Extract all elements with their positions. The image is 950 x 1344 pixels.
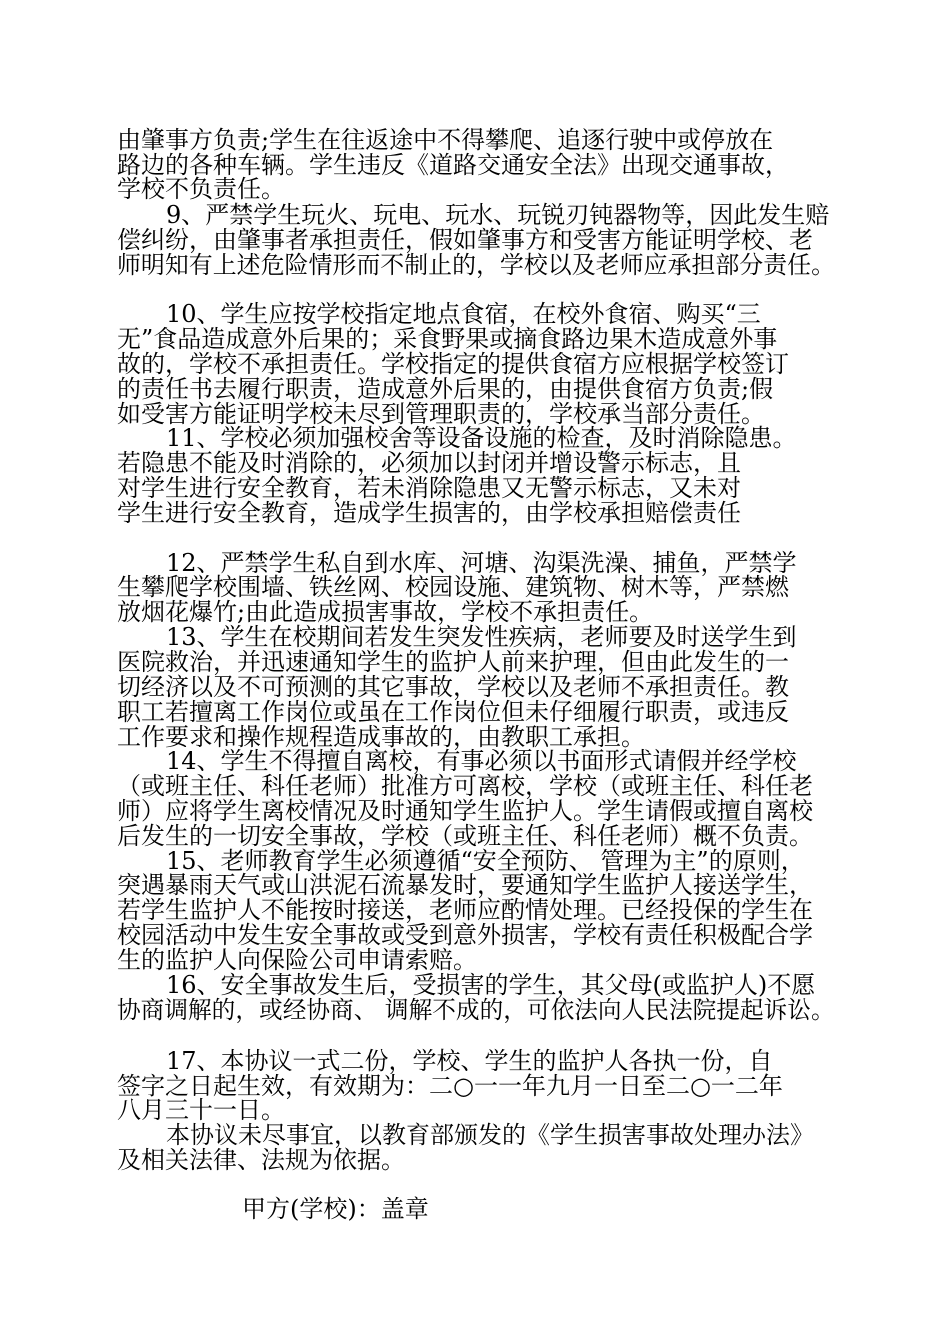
text-line-37: 八月三十一日。: [117, 1096, 285, 1125]
text-line-11: 如受害方能证明学校未尽到管理职责的，学校承当部分责任。: [117, 399, 765, 428]
text-line-1: 由肇事方负责;学生在往返途中不得攀爬、追逐行驶中或停放在: [117, 126, 774, 154]
text-line-10: 的责任书去履行职责，造成意外后果的，由提供食宿方负责;假: [117, 375, 774, 404]
text-line-15: 学生进行安全教育，造成学生损害的，由学校承担赔偿责任: [117, 498, 741, 527]
text-line-30: 若学生监护人不能按时接送，老师应酌情处理。已经投保的学生在: [117, 896, 813, 925]
text-line-22: 职工若擅离工作岗位或虽在工作岗位但未仔细履行职责，或违反: [117, 697, 789, 726]
text-line-27: 后发生的一切安全事故，学校（或班主任、科任老师）概不负责。: [117, 821, 813, 850]
text-line-39: 及相关法律、法规为依据。: [117, 1146, 405, 1175]
text-line-7: 10、学生应按学校指定地点食宿，在校外食宿、购买“三: [166, 300, 761, 329]
text-line-33: 16、安全事故发生后，受损害的学生，其父母(或监护人)不愿: [166, 971, 816, 1000]
text-line-16: 12、严禁学生私自到水库、河塘、沟渠洗澡、捕鱼，严禁学: [166, 548, 797, 577]
text-line-36: 签字之日起生效，有效期为：二○一一年九月一日至二○一二年: [117, 1071, 783, 1100]
text-line-24: 14、学生不得擅自离校，有事必须以书面形式请假并经学校: [166, 746, 797, 775]
text-line-31: 校园活动中发生安全事故或受到意外损害，学校有责任积极配合学: [117, 921, 813, 950]
text-line-2: 路边的各种车辆。学生违反《道路交通安全法》出现交通事故，: [117, 150, 789, 179]
text-line-5: 偿纠纷，由肇事者承担责任，假如肇事方和受害方能证明学校、老: [117, 225, 813, 254]
text-line-26: 师）应将学生离校情况及时通知学生监护人。学生请假或擅自离校: [117, 796, 813, 825]
text-line-13: 若隐患不能及时消除的，必须加以封闭并增设警示标志，且: [117, 448, 741, 477]
text-line-9: 故的，学校不承担责任。学校指定的提供食宿方应根据学校签订: [117, 350, 789, 379]
text-line-23: 工作要求和操作规程造成事故的，由教职工承担。: [117, 722, 645, 751]
text-line-25: （或班主任、科任老师）批准方可离校，学校（或班主任、科任老: [117, 771, 813, 800]
text-line-18: 放烟花爆竹;由此造成损害事故，学校不承担责任。: [117, 598, 654, 627]
text-line-35: 17、本协议一式二份，学校、学生的监护人各执一份，自: [166, 1046, 773, 1075]
signature-line: 甲方(学校)：盖章: [242, 1195, 429, 1224]
text-line-28: 15、老师教育学生必须遵循“安全预防、 管理为主”的原则，: [166, 846, 805, 875]
text-line-38: 本协议未尽事宜，以教育部颁发的《学生损害事故处理办法》: [166, 1121, 814, 1150]
text-line-32: 生的监护人向保险公司申请索赔。: [117, 946, 477, 975]
text-line-8: 无”食品造成意外后果的；采食野果或摘食路边果木造成意外事: [117, 325, 778, 354]
text-line-3: 学校不负责任。: [117, 174, 285, 203]
text-line-34: 协商调解的，或经协商、 调解不成的，可依法向人民法院提起诉讼。: [117, 995, 835, 1024]
text-line-20: 医院救治，并迅速通知学生的监护人前来护理，但由此发生的一: [117, 648, 789, 677]
text-line-14: 对学生进行安全教育，若未消除隐患又无警示标志，又未对: [117, 473, 741, 502]
text-line-29: 突遇暴雨天气或山洪泥石流暴发时，要通知学生监护人接送学生，: [117, 871, 813, 900]
text-line-21: 切经济以及不可预测的其它事故，学校以及老师不承担责任。教: [117, 673, 789, 702]
text-line-6: 师明知有上述危险情形而不制止的，学校以及老师应承担部分责任。: [117, 250, 835, 279]
text-line-12: 11、学校必须加强校舍等设备设施的检查，及时消除隐患。: [166, 424, 797, 452]
text-line-17: 生攀爬学校围墙、铁丝网、校园设施、建筑物、树木等，严禁燃: [117, 573, 789, 602]
text-line-4: 9、严禁学生玩火、玩电、玩水、玩锐刃钝器物等，因此发生赔: [166, 200, 830, 229]
text-line-19: 13、学生在校期间若发生突发性疾病，老师要及时送学生到: [166, 623, 797, 652]
